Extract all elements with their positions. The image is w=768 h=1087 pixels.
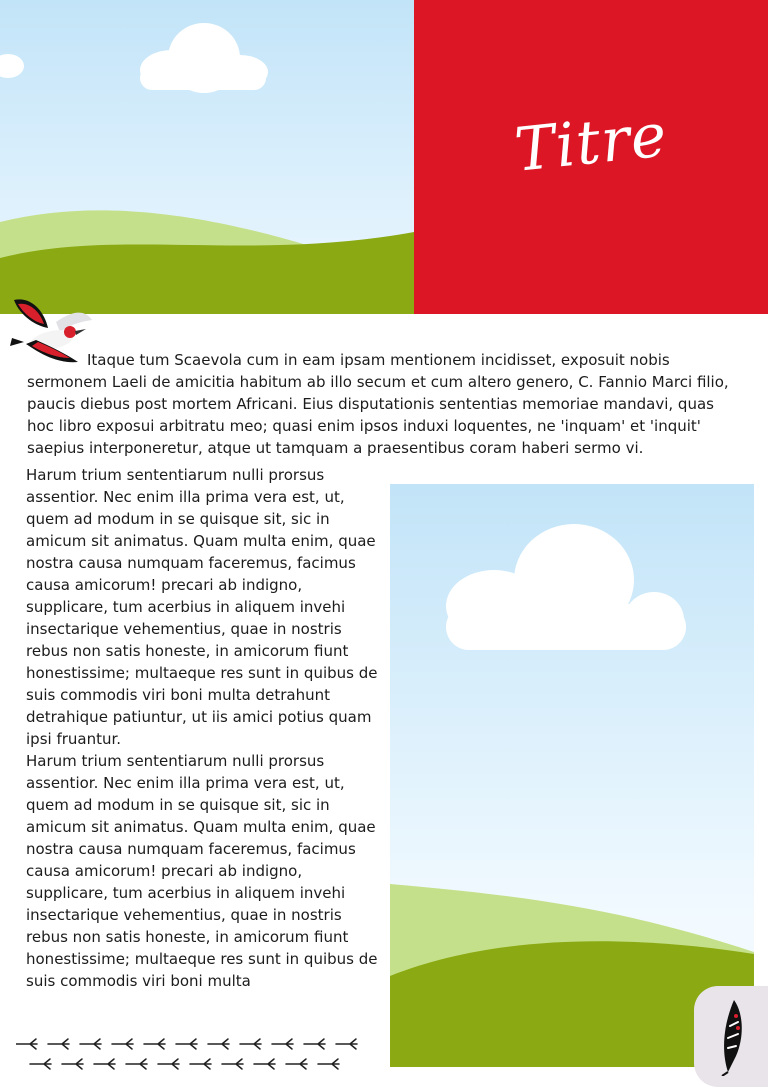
hero-landscape-image: [0, 0, 414, 314]
page-title: Titre: [511, 100, 671, 186]
title-panel: [414, 0, 768, 314]
bird-footprints-icon: [16, 1036, 366, 1076]
text-column: [26, 464, 388, 992]
intro-paragraph: Itaque tum Scaevola cum in eam ipsam mentionem incidisset, exposuit nobis sermonem Laeli de amicitia habitum ab illo secum et cum altero genero, C. Fannio Marci filio, paucis diebus post mortem Africani. Eius disputationis sententias memoriae mandavi, quas hoc libro exposui arbitratu meo; quasi enim ipsos induxi loquentes, ne 'inquam' et 'inquit' saepius interponeretur, atque ut tamquam a praesentibus coram haberi sermo vi.: [27, 351, 729, 457]
corner-badge: [694, 986, 768, 1087]
body-paragraph: Harum trium sententiarum nulli prorsus assentior. Nec enim illa prima vera est, ut, quem ad modum in se quisque sit, sic in amicum sit animatus. Quam multa enim, quae nostra causa numquam faceremus, facimus causa amicorum! precari ab indigno, supplicare, tum acerbius in aliquem invehi insectarique vehementius, quae in nostris rebus non satis honeste, in amicorum fiunt honestissime; multaeque res sunt in quibus de suis commodis viri boni multa detrahunt detrahique patiuntur, ut iis amici potius quam ipsi fruantur.: [26, 466, 378, 748]
body-paragraph: Harum trium sententiarum nulli prorsus assentior. Nec enim illa prima vera est, ut, quem ad modum in se quisque sit, sic in amicum sit animatus. Quam multa enim, quae nostra causa numquam faceremus, facimus causa amicorum! precari ab indigno, supplicare, tum acerbius in aliquem invehi insectarique vehementius, quae in nostris rebus non satis honeste, in amicorum fiunt honestissime; multaeque res sunt in quibus de suis commodis viri boni multa: [26, 752, 378, 990]
feather-icon: [714, 998, 748, 1076]
side-landscape-image: [390, 484, 754, 1067]
